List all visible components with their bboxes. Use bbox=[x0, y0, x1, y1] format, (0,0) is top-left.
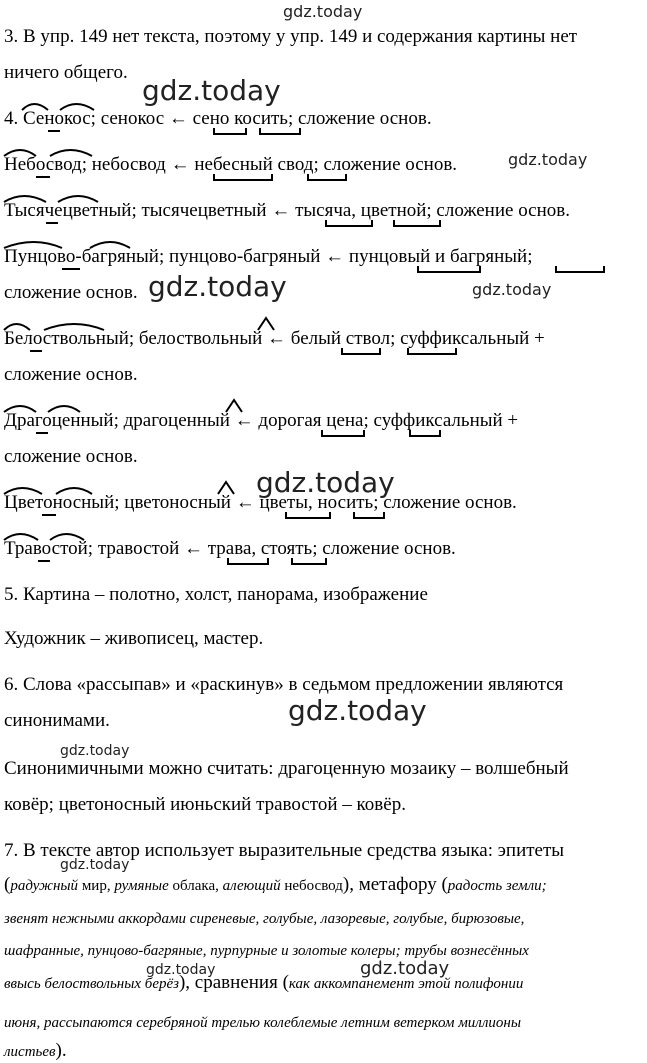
watermark: gdz.today bbox=[60, 857, 130, 873]
watermark: gdz.today bbox=[148, 270, 287, 303]
answer-7-metaphor: шафранные, пунцово-багряные, пурпурные и золотые колеры; трубы вознесённых bbox=[4, 943, 529, 959]
watermark: gdz.today bbox=[256, 466, 395, 499]
answer-7-metaphor: звенят нежными аккордами сиреневые, голубые, лазоревые, голубые, бирюзовые, bbox=[4, 911, 525, 927]
stem-bracket bbox=[556, 266, 604, 272]
answer-4-belostvolny: сложение основ. bbox=[4, 364, 138, 385]
answer-7-comparison: листьев). bbox=[4, 1040, 67, 1061]
watermark: gdz.today bbox=[508, 150, 588, 169]
answer-6-synonyms: Синонимичными можно считать: драгоценную мозаику – волшебный bbox=[4, 758, 569, 779]
answer-3-line: 3. В упр. 149 нет текста, поэтому у упр. 149 и содержания картины нет bbox=[4, 26, 578, 47]
answer-6-synonyms: ковёр; цветоносный июньский травостой – ковёр. bbox=[4, 794, 406, 815]
watermark: gdz.today bbox=[283, 2, 363, 21]
watermark: gdz.today bbox=[60, 743, 130, 759]
watermark: gdz.today bbox=[360, 958, 450, 979]
answer-4-travostoy: Травостой; травостой ← трава, стоять; сложение основ. bbox=[4, 538, 456, 559]
answer-7-comparison: июня, рассыпаются серебряной трелью колеблемые летним ветерком миллионы bbox=[4, 1015, 521, 1031]
answer-4-dragotsenny: Драгоценный; драгоценный ← дорогая цена; суффиксальный + bbox=[4, 410, 519, 431]
answer-5-line: Художник – живописец, мастер. bbox=[4, 628, 264, 649]
answer-4-belostvolny: Белоствольный; белоствольный ← белый ствол; суффиксальный + bbox=[4, 328, 545, 349]
answer-4-puntsovo-bagryany: сложение основ. bbox=[4, 282, 138, 303]
answer-5-line: 5. Картина – полотно, холст, панорама, изображение bbox=[4, 584, 428, 605]
answer-4-tysyachetsvetny: Тысячецветный; тысячецветный ← тысяча, цветной; сложение основ. bbox=[4, 200, 571, 221]
answer-6-line: 6. Слова «рассыпав» и «раскинув» в седьмом предложении являются bbox=[4, 674, 564, 695]
answer-4-tsvetonosny: Цветоносный; цветоносный ← цветы, носить; сложение основ. bbox=[4, 492, 517, 513]
answer-7-line: 7. В тексте автор использует выразительные средства языка: эпитеты bbox=[4, 840, 565, 861]
answer-3-line: ничего общего. bbox=[4, 62, 128, 83]
watermark: gdz.today bbox=[288, 694, 427, 727]
watermark: gdz.today bbox=[142, 74, 281, 107]
answer-4-senokos: 4. Сенокос; сенокос ← сено косить; сложение основ. bbox=[4, 108, 432, 129]
watermark: gdz.today bbox=[146, 962, 216, 978]
answer-4-nebosvod: Небосвод; небосвод ← небесный свод; сложение основ. bbox=[4, 154, 458, 175]
answer-7-comparison: ввысь белоствольных берёз), сравнения (как аккомпанемент этой полифонии bbox=[4, 972, 524, 993]
answer-6-line: синонимами. bbox=[4, 710, 110, 731]
answer-4-dragotsenny: сложение основ. bbox=[4, 446, 138, 467]
answer-4-puntsovo-bagryany: Пунцово-багряный; пунцово-багряный ← пунцовый и багряный; bbox=[4, 246, 533, 267]
answer-7-epithets: (радужный мир, румяные облака, алеющий небосвод), метафору (радость земли; bbox=[4, 874, 547, 895]
watermark: gdz.today bbox=[472, 280, 552, 299]
